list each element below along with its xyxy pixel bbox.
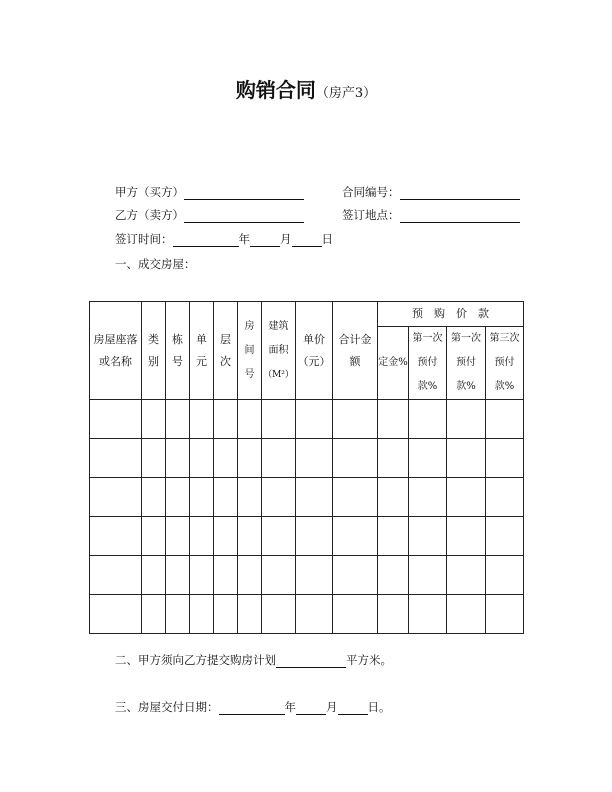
delivery-year-field[interactable] xyxy=(219,702,285,715)
sign-month-field[interactable] xyxy=(250,234,280,247)
table-cell[interactable] xyxy=(262,400,296,439)
table-cell[interactable] xyxy=(262,439,296,478)
table-cell[interactable] xyxy=(333,439,378,478)
table-cell[interactable] xyxy=(90,595,142,634)
table-cell[interactable] xyxy=(214,517,238,556)
table-cell[interactable] xyxy=(378,400,409,439)
sign-place-field[interactable] xyxy=(400,210,520,223)
header-third-prepay: 第三次 预付 款% xyxy=(486,327,524,400)
table-cell[interactable] xyxy=(447,517,486,556)
table-cell[interactable] xyxy=(190,556,214,595)
table-cell[interactable] xyxy=(166,517,190,556)
sign-time-label: 签订时间： xyxy=(115,232,173,246)
table-cell[interactable] xyxy=(142,400,166,439)
table-cell[interactable] xyxy=(333,478,378,517)
table-cell[interactable] xyxy=(142,517,166,556)
table-cell[interactable] xyxy=(190,400,214,439)
table-cell[interactable] xyxy=(296,595,333,634)
table-cell[interactable] xyxy=(190,595,214,634)
section-2-suffix: 平方米。 xyxy=(346,653,392,667)
table-cell[interactable] xyxy=(447,439,486,478)
table-cell[interactable] xyxy=(333,595,378,634)
table-cell[interactable] xyxy=(262,517,296,556)
section-3 xyxy=(115,699,391,715)
header-total: 合计金 额 xyxy=(333,302,378,400)
party-b-field[interactable] xyxy=(184,210,304,223)
year-label: 年 xyxy=(238,232,250,246)
table-cell[interactable] xyxy=(238,556,262,595)
header-floor: 层 次 xyxy=(214,302,238,400)
header-second-prepay: 第一次 预付 款% xyxy=(447,327,486,400)
table-cell[interactable] xyxy=(296,478,333,517)
table-cell[interactable] xyxy=(238,517,262,556)
contract-no-label: 合同编号： xyxy=(342,185,400,199)
party-a-label: 甲方（买方） xyxy=(115,185,184,199)
table-cell[interactable] xyxy=(486,439,524,478)
table-cell[interactable] xyxy=(409,400,447,439)
table-cell[interactable] xyxy=(142,478,166,517)
month-label: 月 xyxy=(326,700,338,714)
table-cell[interactable] xyxy=(166,439,190,478)
sign-day-field[interactable] xyxy=(292,234,322,247)
header-deposit: 定金% xyxy=(378,327,409,400)
party-a-field[interactable] xyxy=(184,187,304,200)
table-cell[interactable] xyxy=(142,556,166,595)
section-3-text: 三、房屋交付日期： xyxy=(115,700,219,714)
table-cell[interactable] xyxy=(142,595,166,634)
table-cell[interactable] xyxy=(409,439,447,478)
table-cell[interactable] xyxy=(142,439,166,478)
table-cell[interactable] xyxy=(333,517,378,556)
contract-no-line xyxy=(342,184,520,200)
day-label: 日。 xyxy=(367,700,391,714)
section-2 xyxy=(115,652,392,668)
table-cell[interactable] xyxy=(214,595,238,634)
table-cell[interactable] xyxy=(214,478,238,517)
header-price: 单价 （元） xyxy=(296,302,333,400)
plan-area-field[interactable] xyxy=(276,655,346,668)
header-building: 栋 号 xyxy=(166,302,190,400)
party-b-line xyxy=(115,207,304,223)
table-cell[interactable] xyxy=(409,478,447,517)
sign-year-field[interactable] xyxy=(173,234,239,247)
table-cell[interactable] xyxy=(447,556,486,595)
table-cell[interactable] xyxy=(378,478,409,517)
title-sub: （房产3） xyxy=(315,86,377,101)
sign-place-line xyxy=(342,207,520,223)
header-prepay-group: 预 购 价 款 xyxy=(378,302,524,327)
table-cell[interactable] xyxy=(262,556,296,595)
table-cell[interactable] xyxy=(190,478,214,517)
table-cell[interactable] xyxy=(190,517,214,556)
property-table xyxy=(89,301,524,634)
table-cell[interactable] xyxy=(447,595,486,634)
header-unit: 单 元 xyxy=(190,302,214,400)
table-row xyxy=(90,478,524,517)
table-row xyxy=(90,517,524,556)
table-cell[interactable] xyxy=(238,478,262,517)
table-cell[interactable] xyxy=(378,556,409,595)
table-cell[interactable] xyxy=(378,595,409,634)
month-label: 月 xyxy=(280,232,292,246)
table-row xyxy=(90,400,524,439)
header-room: 房 间 号 xyxy=(238,302,262,400)
table-cell[interactable] xyxy=(90,439,142,478)
party-b-label: 乙方（卖方） xyxy=(115,208,184,222)
table-cell[interactable] xyxy=(409,556,447,595)
table-cell[interactable] xyxy=(486,400,524,439)
table-cell[interactable] xyxy=(214,556,238,595)
table-cell[interactable] xyxy=(166,595,190,634)
table-cell[interactable] xyxy=(409,517,447,556)
table-cell[interactable] xyxy=(262,478,296,517)
table-cell[interactable] xyxy=(90,478,142,517)
table-cell[interactable] xyxy=(214,439,238,478)
table-cell[interactable] xyxy=(333,556,378,595)
table-cell[interactable] xyxy=(486,556,524,595)
delivery-day-field[interactable] xyxy=(338,702,368,715)
contract-no-field[interactable] xyxy=(400,187,520,200)
table-cell[interactable] xyxy=(238,400,262,439)
delivery-month-field[interactable] xyxy=(296,702,326,715)
table-cell[interactable] xyxy=(378,439,409,478)
table-cell[interactable] xyxy=(447,478,486,517)
table-cell[interactable] xyxy=(447,400,486,439)
table-row xyxy=(90,595,524,634)
table-cell[interactable] xyxy=(262,595,296,634)
table-row xyxy=(90,556,524,595)
table-cell[interactable] xyxy=(296,517,333,556)
header-first-prepay: 第一次 预付 款% xyxy=(409,327,447,400)
table-cell[interactable] xyxy=(214,400,238,439)
party-a-line xyxy=(115,184,304,200)
table-cell[interactable] xyxy=(378,517,409,556)
table-cell[interactable] xyxy=(486,517,524,556)
sign-place-label: 签订地点： xyxy=(342,208,400,222)
table-cell[interactable] xyxy=(90,400,142,439)
section-2-text: 二、甲方须向乙方提交购房计划 xyxy=(115,653,276,667)
table-cell[interactable] xyxy=(486,478,524,517)
table-cell[interactable] xyxy=(296,400,333,439)
document-title xyxy=(0,74,612,103)
section-1-heading: 一、成交房屋： xyxy=(115,257,196,271)
table-cell[interactable] xyxy=(333,400,378,439)
table-cell[interactable] xyxy=(190,439,214,478)
header-area: 建筑 面积 （M²） xyxy=(262,302,296,400)
table-cell[interactable] xyxy=(166,400,190,439)
table-row xyxy=(90,439,524,478)
table-cell[interactable] xyxy=(90,517,142,556)
table-cell[interactable] xyxy=(296,556,333,595)
table-cell[interactable] xyxy=(296,439,333,478)
day-label: 日 xyxy=(321,232,333,246)
table-cell[interactable] xyxy=(238,595,262,634)
table-cell[interactable] xyxy=(486,595,524,634)
table-cell[interactable] xyxy=(166,478,190,517)
year-label: 年 xyxy=(284,700,296,714)
table-cell[interactable] xyxy=(238,439,262,478)
title-main: 购销合同 xyxy=(235,78,316,102)
table-cell[interactable] xyxy=(90,556,142,595)
header-type: 类 别 xyxy=(142,302,166,400)
header-location: 房屋座落 或名称 xyxy=(90,302,142,400)
table-cell[interactable] xyxy=(409,595,447,634)
sign-time-line xyxy=(115,231,333,247)
table-cell[interactable] xyxy=(166,556,190,595)
